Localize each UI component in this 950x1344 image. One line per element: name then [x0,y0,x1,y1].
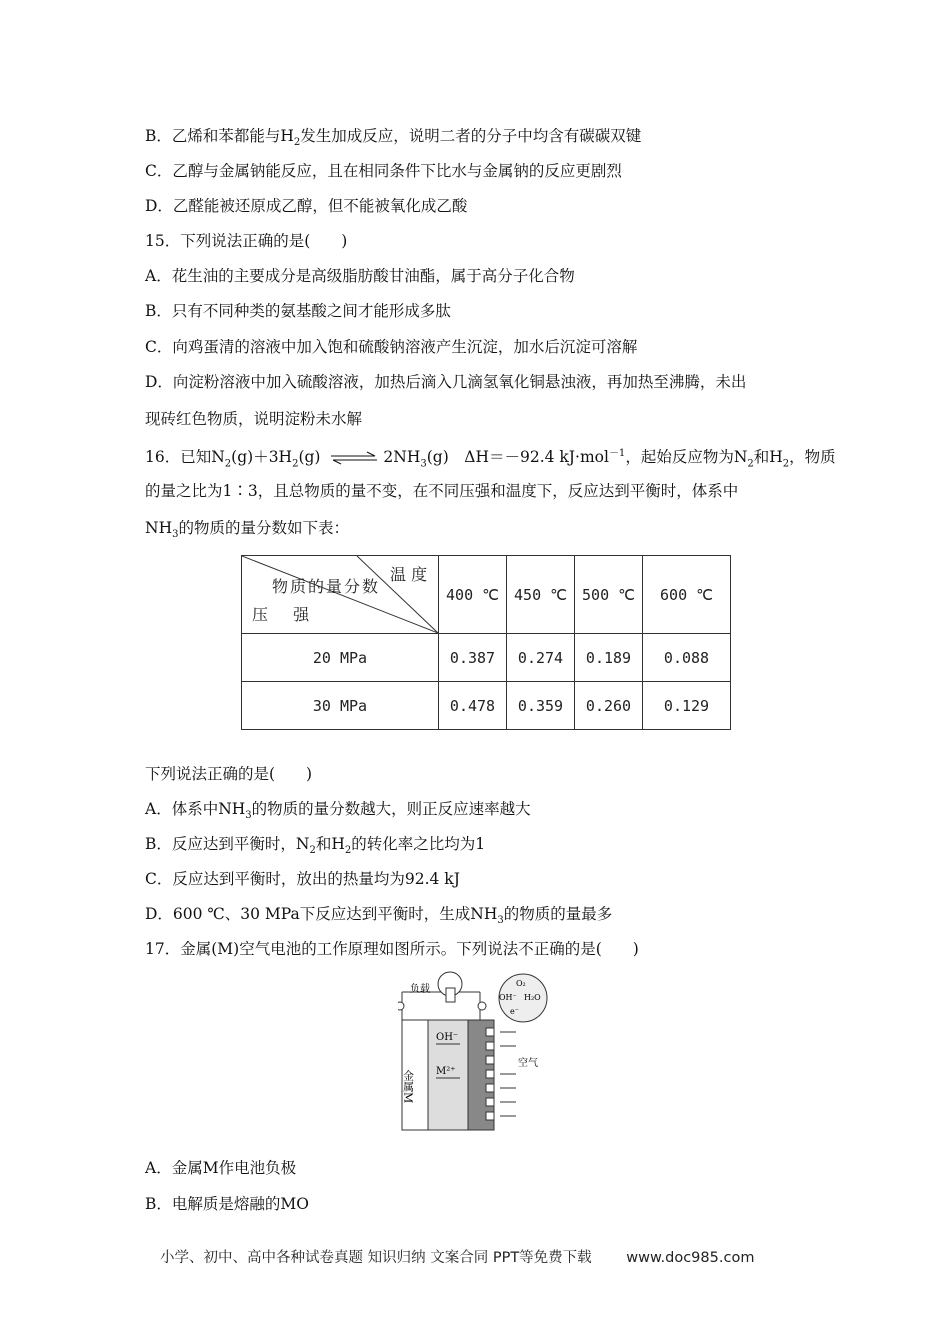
table-cell: 0.387 [439,634,507,682]
option-16c: C．反应达到平衡时，放出的热量均为92.4 kJ [145,870,460,888]
battery-diagram [398,970,558,1136]
table-cell: 0.478 [439,682,507,730]
option-15d-line2: 现砖红色物质，说明淀粉未水解 [145,410,363,428]
table-cell: 0.189 [575,634,643,682]
question-17: 17．金属(M)空气电池的工作原理如图所示。下列说法不正确的是( ) [145,940,639,958]
temp-500: 500 ℃ [575,556,643,634]
table-cell: 0.274 [507,634,575,682]
footer-url[interactable]: www.doc985.com [626,1250,755,1266]
option-17b: B．电解质是熔融的MO [145,1195,309,1213]
table-header-corner [242,556,439,634]
equilibrium-arrow-icon [329,451,379,465]
temp-600: 600 ℃ [643,556,731,634]
table-cell: 0.088 [643,634,731,682]
footer-text: 小学、初中、高中各种试卷真题 知识归纳 文案合同 PPT等免费下载 [160,1250,592,1266]
option-14c: C．乙醇与金属钠能反应，且在相同条件下比水与金属钠的反应更剧烈 [145,162,622,180]
header-temperature: 温 度 [390,565,428,584]
option-15c: C．向鸡蛋清的溶液中加入饱和硫酸钠溶液产生沉淀，加水后沉淀可溶解 [145,338,638,356]
diagram-oh2-label: OH⁻ [499,993,517,1002]
table-cell: 0.260 [575,682,643,730]
option-17a: A．金属M作电池负极 [145,1159,297,1177]
option-14d: D．乙醛能被还原成乙醇，但不能被氧化成乙酸 [145,197,468,215]
option-15d-line1: D．向淀粉溶液中加入硫酸溶液，加热后滴入几滴氢氧化铜悬浊液，再加热至沸腾，未出 [145,373,747,391]
question-16-line3: $NH_3$的物质的量分数如下表： [145,519,349,541]
header-fraction: 物质的量分数 [272,577,381,596]
pressure-30: 30 MPa [242,682,439,730]
table-cell: 0.129 [643,682,731,730]
option-16a: A．体系中$NH_3$的物质的量分数越大，则正反应速率越大 [145,800,531,822]
equilibrium-table [241,555,731,730]
diagram-oh-label: OH⁻ [436,1032,459,1043]
table-cell: 0.359 [507,682,575,730]
header-pressure: 压 强 [252,605,320,624]
diagram-h2o-label: H₂O [524,993,541,1002]
question-16-ask: 下列说法正确的是( ) [145,765,313,783]
temp-400: 400 ℃ [439,556,507,634]
diagram-metal-label: 金属M [401,1070,415,1104]
option-16d: D．600 ℃、30 MPa下反应达到平衡时，生成$NH_3$的物质的量最多 [145,905,613,927]
diagram-o2-label: O₂ [516,979,526,988]
option-15b: B．只有不同种类的氨基酸之间才能形成多肽 [145,302,451,320]
option-14b: B．乙烯和苯都能与$H_2$发生加成反应，说明二者的分子中均含有碳碳双键 [145,127,642,149]
option-16b: B．反应达到平衡时，$N_2$和$H_2$的转化率之比均为1 [145,835,486,857]
option-15a: A．花生油的主要成分是高级脂肪酸甘油酯，属于高分子化合物 [145,267,575,285]
page-footer [160,1246,754,1267]
question-16-line2: 的量之比为1∶3，且总物质的量不变，在不同压强和温度下，反应达到平衡时，体系中 [145,482,739,500]
diagram-m2-label: M²⁺ [436,1066,456,1077]
question-15: 15．下列说法正确的是( ) [145,232,348,250]
pressure-20: 20 MPa [242,634,439,682]
diagram-load-label: 负载 [410,984,430,995]
question-16-line1: 16．已知$N_2(g)+3H_2(g)$ $2NH_3(g)$ ΔH＝－92.4 kJ·mol$^{-1}$，起始反应物为$N_2$和$H_2$，物质 [145,448,836,470]
diagram-air-label: 空气 [518,1058,538,1069]
diagram-e-label: e⁻ [510,1007,519,1016]
temp-450: 450 ℃ [507,556,575,634]
